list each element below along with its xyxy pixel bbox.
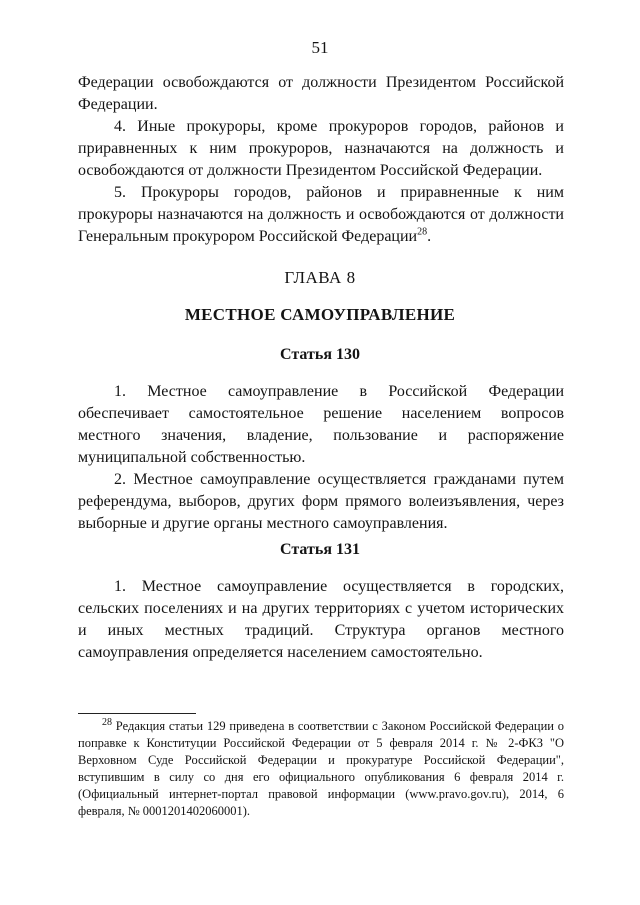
article-130-paragraph-2: 2. Местное самоуправление осуществляется гражданами путем референдума, выборов, других форм прямого волеизъявления, через выборные и другие органы местного самоуправления. (78, 471, 564, 532)
paragraph-5 (78, 182, 564, 248)
footnote (78, 718, 564, 820)
paragraph-4: 4. Иные прокуроры, кроме прокуроров городов, районов и приравненных к ним прокуроров, назначаются на должность и освобождаются от должности Президентом Российской Федерации. (78, 118, 564, 179)
article-131-heading: Статья 131 (280, 541, 360, 558)
page-number: 51 (311, 38, 329, 57)
article-131-paragraph-1: 1. Местное самоуправление осуществляется в городских, сельских поселениях и на других территориях с учетом исторических и иных местных традиций. Структура органов местного самоуправления определяется населением самостоятельно. (78, 578, 564, 661)
footnote-number: 28 (102, 716, 112, 728)
paragraph-continuation: Федерации освобождаются от должности Президентом Российской Федерации. (78, 74, 564, 113)
paragraph-5-text: 5. Прокуроры городов, районов и приравненные к ним прокуроры назначаются на должность и освобождаются от должности Генеральным прокурором Российской Федерации (78, 184, 564, 245)
footnote-reference[interactable]: 28 (417, 226, 428, 238)
article-130-heading: Статья 130 (280, 346, 360, 363)
top-section (78, 72, 564, 248)
paragraph-5-end: . (427, 228, 432, 245)
article-131-body (78, 576, 564, 664)
footnote-text: Редакция статьи 129 приведена в соответствии с Законом Российской Федерации о поправке к Конституции Российской Федерации от 5 февраля 2014 г. № 2-ФКЗ "О Верховном Суде Российской Федерации и прокуратуре Российской Федерации", вступившим в силу со дня его официального опубликования 6 февраля 2014 г. (Официальный интернет-портал правовой информации (www.pravo.gov.ru), 2014, 6 февраля, № 0001201402060001). (78, 719, 564, 818)
article-130-paragraph-1: 1. Местное самоуправление в Российской Федерации обеспечивает самостоятельное решение населением вопросов местного значения, владение, пользование и распоряжение муниципальной собственностью. (78, 383, 564, 466)
chapter-label: ГЛАВА 8 (284, 268, 356, 287)
chapter-title: МЕСТНОЕ САМОУПРАВЛЕНИЕ (184, 305, 456, 324)
footnote-separator (78, 713, 196, 714)
article-130-body (78, 381, 564, 535)
